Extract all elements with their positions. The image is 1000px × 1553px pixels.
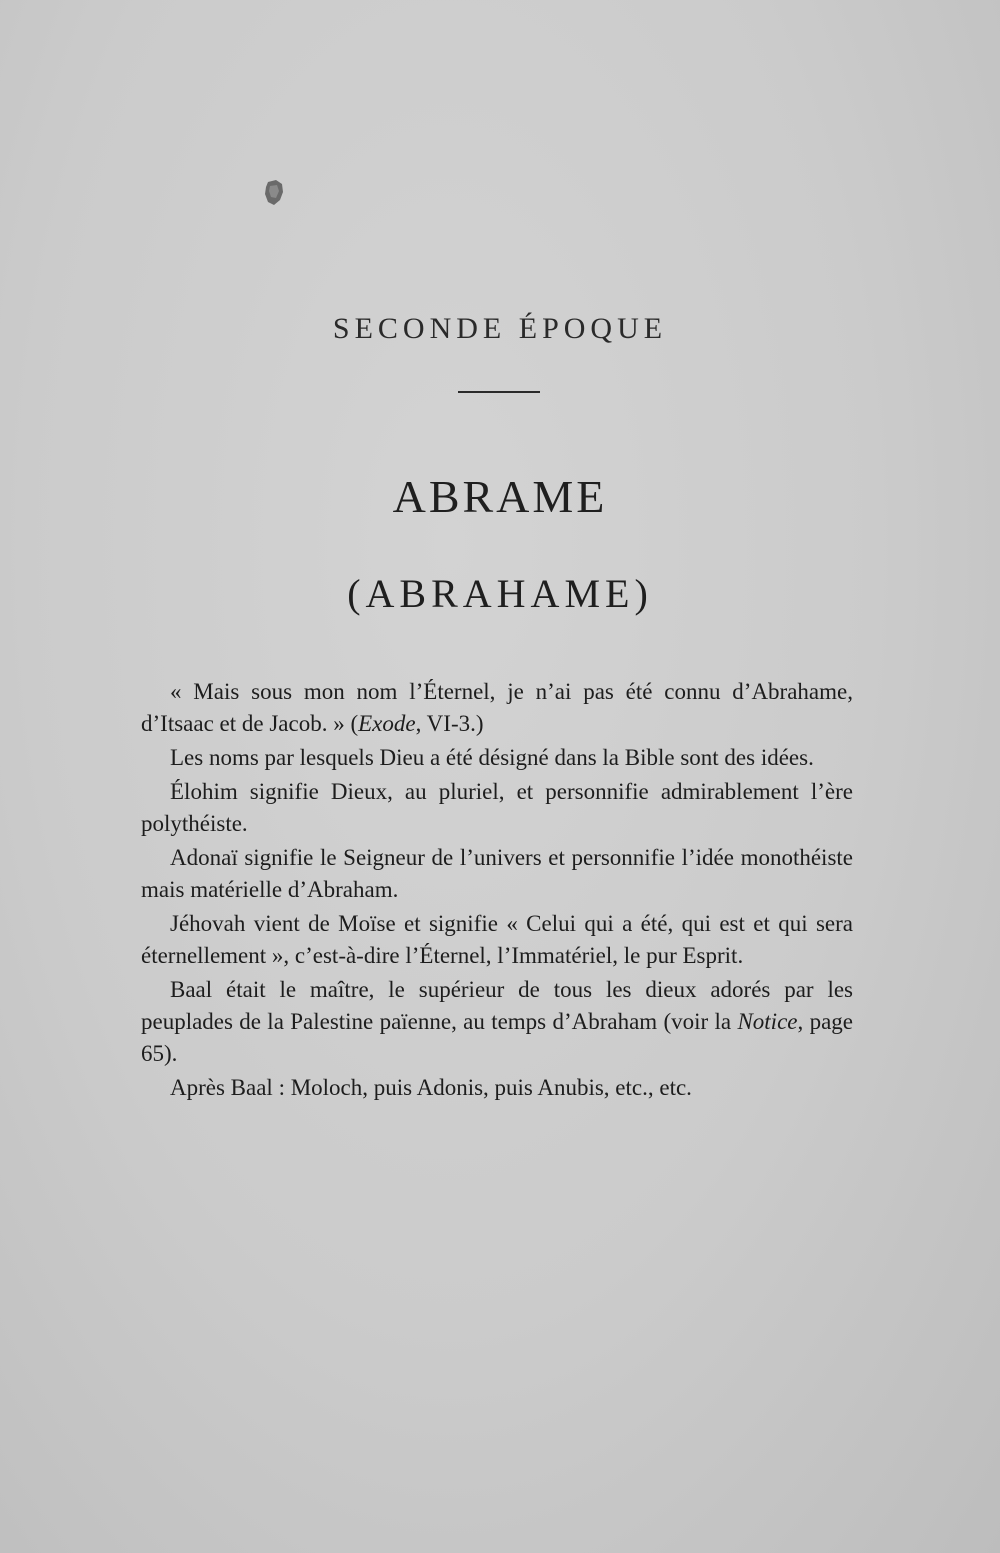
baal-text: Baal était le maître, le supérieur de tous les dieux adorés par les peuplades de la Palestine païenne, au temps d’Abraham (voir la [141, 977, 853, 1034]
epigraph-reference: , VI-3.) [415, 711, 484, 736]
chapter-title: ABRAME [392, 471, 608, 522]
paragraph-elohim: Élohim signifie Dieux, au pluriel, et personnifie admirablement l’ère polythéiste. [141, 779, 853, 836]
paragraph-adonai: Adonaï signifie le Seigneur de l’univers et personnifie l’idée monothéiste mais matérielle d’Abraham. [141, 845, 853, 902]
epigraph-source: Exode [358, 711, 416, 736]
paragraph-jehovah: Jéhovah vient de Moïse et signifie « Celui qui a été, qui est et qui sera éternellement », c’est-à-dire l’Éternel, l’Immatériel, le pur Esprit. [141, 911, 853, 968]
paragraph-epigraph [141, 676, 853, 740]
page-reference: , page 65). [141, 1009, 853, 1066]
epigraph-quote: « Mais sous mon nom l’Éternel, je n’ai pas été connu d’Abrahame, d’Itsaac et de Jacob. » ( [141, 679, 853, 736]
notice-reference: Notice [737, 1009, 798, 1034]
ink-speck-icon [262, 178, 286, 208]
paragraph-after-baal: Après Baal : Moloch, puis Adonis, puis Anubis, etc., etc. [170, 1075, 692, 1100]
section-heading: SECONDE ÉPOQUE [332, 312, 668, 345]
heading-divider [458, 391, 540, 393]
body-text [141, 676, 853, 1106]
chapter-subtitle: (ABRAHAME) [347, 571, 653, 616]
paragraph-names-of-god: Les noms par lesquels Dieu a été désigné dans la Bible sont des idées. [170, 745, 814, 770]
paragraph-baal [141, 974, 853, 1070]
